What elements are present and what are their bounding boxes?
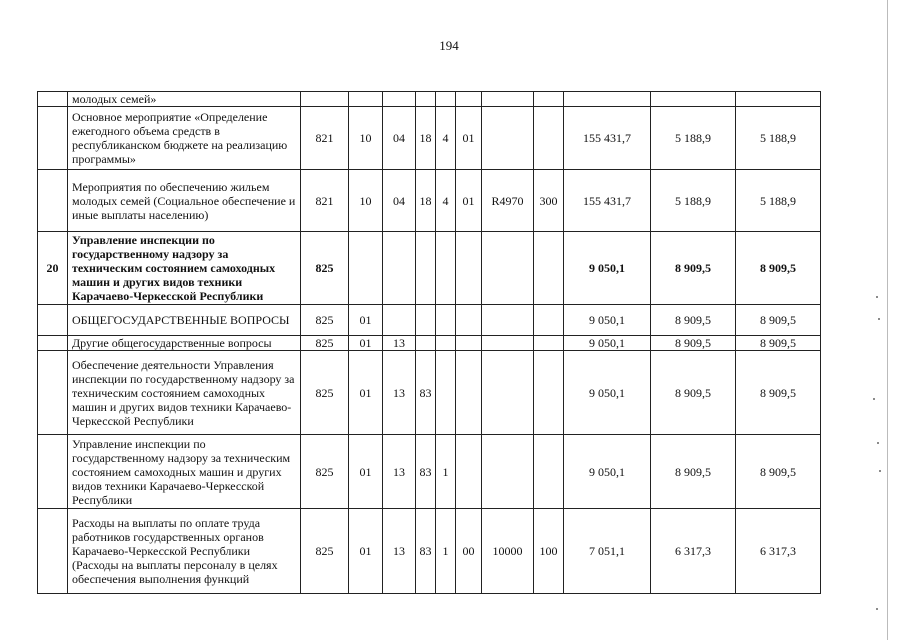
cell-subsection: 04 [383,107,416,170]
cell-section [349,92,383,107]
cell-expense-type [534,351,564,435]
cell-subsection [383,92,416,107]
cell-direction [482,92,534,107]
cell-ministry-code: 825 [301,232,349,305]
cell-amount-year3: 8 909,5 [736,232,821,305]
cell-amount-year2: 6 317,3 [651,509,736,594]
row-number: 20 [38,232,68,305]
cell-expense-type [534,92,564,107]
cell-section: 10 [349,170,383,232]
cell-amount-year1: 7 051,1 [564,509,651,594]
cell-ministry-code [301,92,349,107]
cell-program: 18 [416,107,436,170]
cell-subsection: 04 [383,170,416,232]
row-name: ОБЩЕГОСУДАРСТВЕННЫЕ ВОПРОСЫ [68,305,301,336]
cell-amount-year2 [651,92,736,107]
cell-amount-year2: 8 909,5 [651,336,736,351]
cell-amount-year1: 9 050,1 [564,351,651,435]
row-name: Мероприятия по обеспечению жильем молодых семей (Социальное обеспечение и иные выплаты населению) [68,170,301,232]
table-row [38,92,821,107]
table-row [38,336,821,351]
cell-expense-type [534,305,564,336]
cell-amount-year2: 8 909,5 [651,305,736,336]
scan-speck [876,296,878,298]
cell-expense-type [534,336,564,351]
table-row [38,170,821,232]
cell-direction [482,336,534,351]
cell-event [456,435,482,509]
row-number [38,107,68,170]
cell-subsection [383,232,416,305]
cell-subsection: 13 [383,435,416,509]
cell-expense-type [534,107,564,170]
cell-section: 01 [349,435,383,509]
budget-table [37,91,821,594]
cell-event: 01 [456,170,482,232]
cell-subprogram: 1 [436,509,456,594]
cell-subsection: 13 [383,351,416,435]
table-row [38,435,821,509]
cell-expense-type: 300 [534,170,564,232]
scan-speck [878,318,880,320]
cell-subsection: 13 [383,336,416,351]
cell-event [456,336,482,351]
cell-section: 01 [349,351,383,435]
cell-program [416,232,436,305]
cell-subprogram [436,336,456,351]
cell-section: 01 [349,336,383,351]
cell-amount-year2: 8 909,5 [651,232,736,305]
table-row [38,107,821,170]
cell-amount-year3: 5 188,9 [736,107,821,170]
cell-ministry-code: 825 [301,509,349,594]
cell-program [416,305,436,336]
cell-subsection: 13 [383,509,416,594]
cell-subprogram [436,232,456,305]
cell-section: 01 [349,509,383,594]
cell-expense-type: 100 [534,509,564,594]
row-number [38,305,68,336]
cell-direction [482,435,534,509]
cell-amount-year2: 8 909,5 [651,435,736,509]
table-body [38,92,821,594]
cell-event: 00 [456,509,482,594]
cell-subprogram: 4 [436,107,456,170]
row-name: Основное мероприятие «Определение ежегодного объема средств в республиканском бюджете на реализацию программы» [68,107,301,170]
cell-amount-year1: 155 431,7 [564,107,651,170]
row-name: Другие общегосударственные вопросы [68,336,301,351]
table-row [38,509,821,594]
scan-edge [887,0,888,640]
table-row [38,351,821,435]
cell-direction: R4970 [482,170,534,232]
cell-amount-year3 [736,92,821,107]
cell-expense-type [534,435,564,509]
row-name: Обеспечение деятельности Управления инспекции по государственному надзору за техническим состоянием самоходных машин и других видов техники Карачаево-Черкесской Республики [68,351,301,435]
cell-section: 10 [349,107,383,170]
row-number [38,92,68,107]
row-name: Управление инспекции по государственному надзору за техническим состоянием самоходных машин и других видов техники Карачаево-Черкесской Республики [68,232,301,305]
cell-program: 83 [416,351,436,435]
cell-event [456,351,482,435]
cell-subprogram [436,92,456,107]
row-number [38,351,68,435]
cell-ministry-code: 825 [301,305,349,336]
cell-section: 01 [349,305,383,336]
cell-ministry-code: 825 [301,351,349,435]
scan-speck [879,470,881,472]
cell-amount-year3: 8 909,5 [736,351,821,435]
cell-subprogram [436,305,456,336]
row-number [38,336,68,351]
cell-program [416,336,436,351]
cell-direction [482,351,534,435]
scan-speck [873,398,875,400]
table-row [38,305,821,336]
cell-ministry-code: 825 [301,336,349,351]
cell-amount-year2: 5 188,9 [651,107,736,170]
cell-event: 01 [456,107,482,170]
cell-subprogram [436,351,456,435]
row-number [38,509,68,594]
scan-speck [877,442,879,444]
cell-amount-year2: 8 909,5 [651,351,736,435]
cell-ministry-code: 825 [301,435,349,509]
cell-subsection [383,305,416,336]
page-number: 194 [439,38,459,53]
row-name: молодых семей» [68,92,301,107]
cell-section [349,232,383,305]
cell-direction: 10000 [482,509,534,594]
cell-amount-year2: 5 188,9 [651,170,736,232]
row-name: Расходы на выплаты по оплате труда работников государственных органов Карачаево-Черкесской Республики (Расходы на выплаты персоналу в целях обеспечения выполнения функций [68,509,301,594]
row-number [38,435,68,509]
cell-amount-year3: 8 909,5 [736,336,821,351]
cell-direction [482,305,534,336]
cell-direction [482,232,534,305]
cell-amount-year1: 9 050,1 [564,232,651,305]
table-row [38,232,821,305]
row-name: Управление инспекции по государственному надзору за техническим состоянием самоходных машин и других видов техники Карачаево-Черкесской Республики [68,435,301,509]
cell-amount-year1: 9 050,1 [564,305,651,336]
cell-direction [482,107,534,170]
cell-program: 83 [416,509,436,594]
cell-amount-year3: 6 317,3 [736,509,821,594]
cell-ministry-code: 821 [301,107,349,170]
cell-ministry-code: 821 [301,170,349,232]
cell-amount-year3: 5 188,9 [736,170,821,232]
row-number [38,170,68,232]
cell-amount-year1: 9 050,1 [564,435,651,509]
cell-program: 83 [416,435,436,509]
cell-event [456,232,482,305]
cell-amount-year1: 155 431,7 [564,170,651,232]
cell-expense-type [534,232,564,305]
cell-amount-year3: 8 909,5 [736,435,821,509]
cell-amount-year3: 8 909,5 [736,305,821,336]
cell-event [456,92,482,107]
cell-subprogram: 4 [436,170,456,232]
cell-program [416,92,436,107]
cell-program: 18 [416,170,436,232]
cell-amount-year1 [564,92,651,107]
scan-speck [876,608,878,610]
cell-event [456,305,482,336]
cell-amount-year1: 9 050,1 [564,336,651,351]
cell-subprogram: 1 [436,435,456,509]
